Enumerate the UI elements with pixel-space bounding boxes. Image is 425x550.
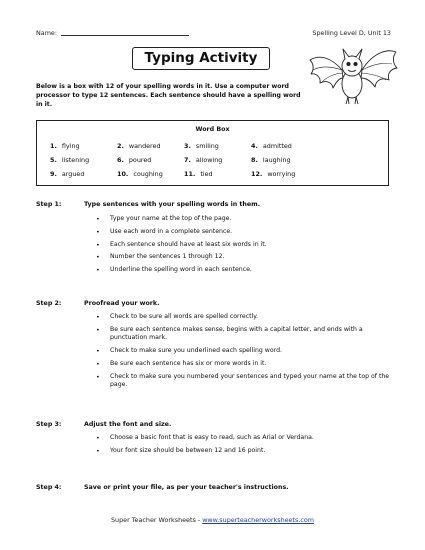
footer-text: Super Teacher Worksheets - [110, 516, 203, 524]
step-1-title: Type sentences with your spelling words in them. [84, 201, 261, 208]
list-item: • Type your name at the top of the page. [96, 215, 391, 223]
list-item: • Check to be sure all words are spelled correctly. [96, 313, 391, 321]
word-box-title: Word Box [195, 126, 230, 133]
word-item: 11. tied [184, 170, 213, 178]
step-4-label: Step 4: [36, 484, 62, 491]
footer-link[interactable]: www.superteacherworksheets.com [202, 516, 315, 524]
word-item: 3. smiling [184, 142, 219, 150]
spelling-level: Spelling Level D, Unit 13 [312, 29, 391, 37]
name-field [36, 29, 189, 37]
step-3-list [96, 434, 391, 460]
list-item: • Check to make sure you underlined each spelling word. [96, 347, 391, 355]
step-2-title: Proofread your work. [84, 300, 160, 307]
list-item: • Check to make sure you numbered your sentences and typed your name at the top of the page. [96, 373, 391, 390]
list-item: • Use each word in a complete sentence. [96, 228, 391, 236]
step-1-label: Step 1: [36, 201, 62, 208]
list-item: • Each sentence should have at least six words in it. [96, 241, 391, 249]
word-item: 12. worrying [251, 170, 296, 178]
word-item: 8. laughing [251, 156, 291, 164]
name-label: Name: [36, 29, 58, 37]
bat-illustration-icon [302, 40, 402, 112]
list-item: • Underline the spelling word in each sentence. [96, 266, 391, 274]
word-item: 6. poured [117, 156, 152, 164]
list-item: • Choose a basic font that is easy to read, such as Arial or Verdana. [96, 434, 391, 442]
step-2-list [96, 313, 391, 394]
word-item: 4. admitted [251, 142, 292, 150]
name-underline [61, 35, 189, 36]
step-2-label: Step 2: [36, 300, 62, 307]
word-box [36, 120, 389, 186]
word-item: 1. flying [50, 142, 80, 150]
step-3-title: Adjust the font and size. [84, 421, 172, 428]
step-1-list [96, 215, 391, 279]
word-item: 9. argued [50, 170, 85, 178]
page-title: Typing Activity [132, 47, 270, 70]
word-item: 7. allowing [184, 156, 223, 164]
intro-instructions: Below is a box with 12 of your spelling words in it. Use a computer word processor to type 12 sentences. Each sentence should have a spelling word in it. [36, 83, 301, 108]
list-item: • Be sure each sentence makes sense, begins with a capital letter, and ends with a punctuation mark. [96, 326, 391, 343]
word-item: 5. listening [50, 156, 90, 164]
footer [0, 516, 425, 524]
list-item: • Your font size should be between 12 and 16 point. [96, 447, 391, 455]
list-item: • Number the sentences 1 through 12. [96, 253, 391, 261]
word-item: 10. coughing [117, 170, 163, 178]
list-item: • Be sure each sentence has six or more words in it. [96, 360, 391, 368]
step-4-title: Save or print your file, as per your teacher's instructions. [84, 484, 289, 491]
word-item: 2. wandered [117, 142, 161, 150]
step-3-label: Step 3: [36, 421, 62, 428]
